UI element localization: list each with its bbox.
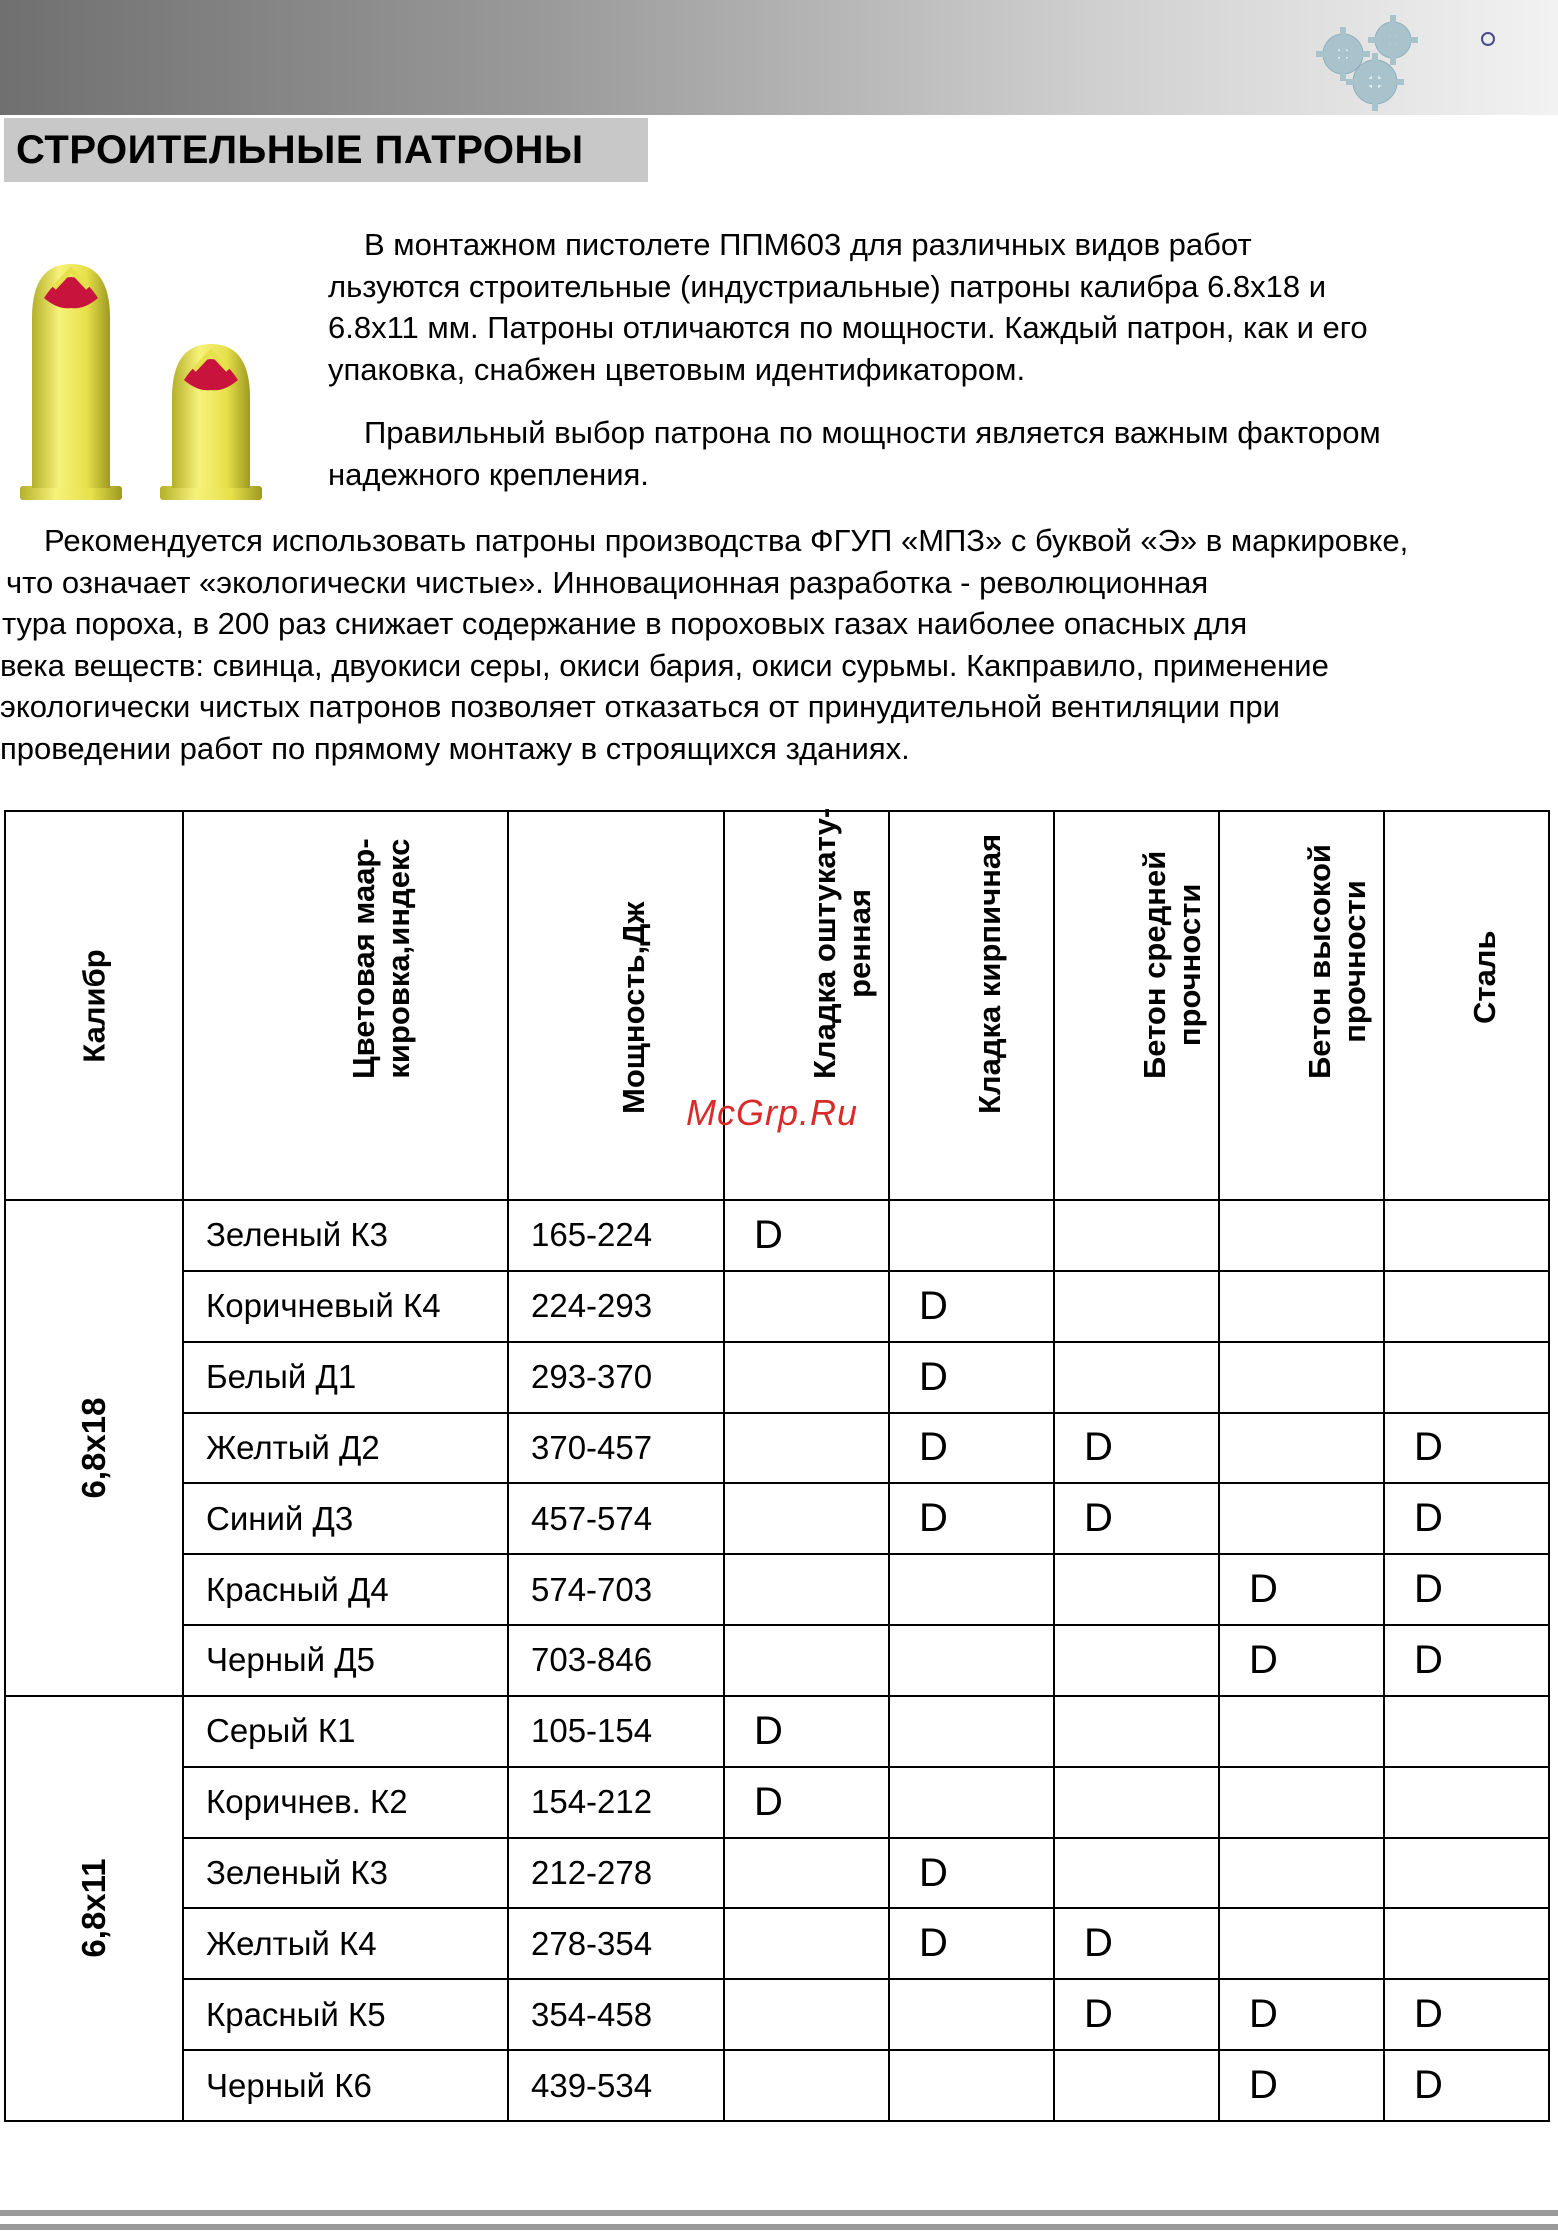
application-mark: D: [1414, 1992, 1443, 2037]
power-cell: 370-457: [508, 1413, 724, 1484]
application-mark-cell: [889, 2050, 1054, 2121]
application-mark-cell: [724, 1767, 889, 1838]
application-mark-cell: [1219, 1979, 1384, 2050]
header-steel: [1384, 811, 1549, 1200]
application-mark: D: [1249, 2063, 1278, 2108]
application-mark-cell: [1219, 1200, 1384, 1271]
application-mark: D: [919, 1496, 948, 1541]
gears-icon: [1305, 12, 1435, 112]
application-mark-cell: [1384, 1696, 1549, 1767]
intro-paragraph-1: [328, 224, 1368, 390]
footer-divider: [0, 2210, 1558, 2216]
application-mark-cell: [1384, 1767, 1549, 1838]
table-row: [5, 1838, 1549, 1909]
application-mark-cell: [889, 1342, 1054, 1413]
application-mark: D: [1414, 1496, 1443, 1541]
application-mark-cell: [889, 1200, 1054, 1271]
table-row: [5, 1767, 1549, 1838]
application-mark-cell: [724, 1979, 889, 2050]
application-mark: D: [1084, 1496, 1113, 1541]
header-caliber: [5, 811, 183, 1200]
cartridge-tall-icon: [20, 264, 122, 500]
table-body: [5, 1200, 1549, 2121]
power-cell: 154-212: [508, 1767, 724, 1838]
application-mark-cell: [1219, 1554, 1384, 1625]
application-mark: D: [754, 1212, 783, 1257]
power-cell: 165-224: [508, 1200, 724, 1271]
application-mark-cell: [889, 1413, 1054, 1484]
marking-cell: Желтый Д2: [183, 1413, 508, 1484]
table-row: [5, 1908, 1549, 1979]
application-mark-cell: [889, 1979, 1054, 2050]
header-line: прочности: [1336, 880, 1372, 1043]
application-mark-cell: [1054, 1696, 1219, 1767]
header-marking: [183, 811, 508, 1200]
application-mark-cell: [1054, 1200, 1219, 1271]
application-mark-cell: [1054, 1271, 1219, 1342]
footer-divider: [0, 2224, 1558, 2230]
section-title-box: [4, 118, 648, 182]
caliber-cell: [5, 1696, 183, 2121]
application-mark: D: [919, 1425, 948, 1470]
header-steel-label: Сталь: [1466, 930, 1502, 1024]
application-mark-cell: [1219, 2050, 1384, 2121]
intro-paragraph-3: [0, 520, 1408, 769]
application-mark-cell: [1384, 1979, 1549, 2050]
application-mark-cell: [724, 1342, 889, 1413]
table-row: [5, 1696, 1549, 1767]
power-cell: 574-703: [508, 1554, 724, 1625]
application-mark-cell: [1054, 1413, 1219, 1484]
application-mark: D: [1084, 1921, 1113, 1966]
table-row: [5, 1342, 1549, 1413]
marking-cell: Коричнев. К2: [183, 1767, 508, 1838]
application-mark: D: [919, 1354, 948, 1399]
marking-cell: Черный Д5: [183, 1625, 508, 1696]
marking-cell: Синий Д3: [183, 1483, 508, 1554]
application-mark-cell: [1219, 1908, 1384, 1979]
marking-cell: Коричневый К4: [183, 1271, 508, 1342]
application-mark-cell: [724, 2050, 889, 2121]
table-row: [5, 2050, 1549, 2121]
application-mark-cell: [724, 1554, 889, 1625]
application-mark: D: [1249, 1567, 1278, 1612]
header-power: [508, 811, 724, 1200]
application-mark-cell: [889, 1625, 1054, 1696]
application-mark-cell: [1384, 2050, 1549, 2121]
application-mark-cell: [724, 1908, 889, 1979]
application-mark-cell: [1054, 1625, 1219, 1696]
text-line: льзуются строительные (индустриальные) патроны калибра 6.8х18 и: [328, 268, 1327, 304]
application-mark-cell: [1054, 1554, 1219, 1625]
application-mark-cell: [1384, 1838, 1549, 1909]
table-row: [5, 1271, 1549, 1342]
header-masonry-brick: [889, 811, 1054, 1200]
caliber-cell: [5, 1200, 183, 1696]
table-header-row: [5, 811, 1549, 1200]
header-power-label: Мощность,Дж: [616, 901, 651, 1114]
power-cell: 293-370: [508, 1342, 724, 1413]
application-mark-cell: [724, 1271, 889, 1342]
table-row: [5, 1625, 1549, 1696]
application-mark-cell: [889, 1767, 1054, 1838]
page-title: СТРОИТЕЛЬНЫЕ ПАТРОНЫ: [16, 128, 584, 172]
table-row: [5, 1200, 1549, 1271]
text-line: тура пороха, в 200 раз снижает содержание в пороховых газах наиболее опасных для: [2, 606, 1248, 641]
application-mark: D: [919, 1850, 948, 1895]
application-mark-cell: [1054, 1908, 1219, 1979]
text-line: проведении работ по прямому монтажу в строящихся зданиях.: [0, 730, 910, 766]
header-marking-label: [346, 838, 416, 1079]
text-line: надежного крепления.: [328, 456, 649, 492]
application-mark-cell: [1384, 1554, 1549, 1625]
marking-cell: Желтый К4: [183, 1908, 508, 1979]
header-concrete-medium: [1054, 811, 1219, 1200]
header-caliber-label: Калибр: [76, 948, 112, 1063]
power-cell: 703-846: [508, 1625, 724, 1696]
application-mark-cell: [889, 1271, 1054, 1342]
intro-paragraph-2: [328, 412, 1381, 495]
header-masonry-brick-label: Кладка кирпичная: [971, 833, 1007, 1114]
cartridge-spec-table: [4, 807, 1550, 2122]
application-mark: D: [754, 1708, 783, 1753]
application-mark-cell: [1054, 1767, 1219, 1838]
header-concrete-high: [1219, 811, 1384, 1200]
text-line: Правильный выбор патрона по мощности является важным фактором: [364, 415, 1381, 450]
application-mark-cell: [724, 1413, 889, 1484]
application-mark-cell: [1054, 1838, 1219, 1909]
application-mark: D: [1084, 1992, 1113, 2037]
application-mark-cell: [1384, 1483, 1549, 1554]
header-line: ренная: [841, 888, 877, 998]
application-mark-cell: [1219, 1696, 1384, 1767]
text-line: В монтажном пистолете ППМ603 для различных видов работ: [364, 227, 1252, 262]
header-line: Бетон высокой: [1301, 844, 1337, 1079]
watermark: McGrp.Ru: [686, 1092, 859, 1133]
application-mark-cell: [1384, 1908, 1549, 1979]
text-line: 6.8х11 мм. Патроны отличаются по мощности. Каждый патрон, как и его: [328, 310, 1368, 345]
header-line: прочности: [1171, 883, 1207, 1047]
header-line: Кладка оштукату-: [806, 807, 842, 1079]
application-mark: D: [754, 1779, 783, 1824]
application-mark-cell: [1384, 1271, 1549, 1342]
text-line: экологически чистых патронов позволяет отказаться от принудительной вентиляции при: [0, 689, 1280, 724]
header-dot: [1481, 32, 1495, 46]
marking-cell: Красный К5: [183, 1979, 508, 2050]
table-row: [5, 1483, 1549, 1554]
application-mark: D: [1414, 1425, 1443, 1470]
power-cell: 457-574: [508, 1483, 724, 1554]
application-mark-cell: [889, 1908, 1054, 1979]
power-cell: 105-154: [508, 1696, 724, 1767]
header-concrete-high-label: [1302, 844, 1372, 1079]
application-mark-cell: [1219, 1483, 1384, 1554]
application-mark-cell: [1054, 2050, 1219, 2121]
application-mark: D: [919, 1283, 948, 1328]
marking-cell: Белый Д1: [183, 1342, 508, 1413]
caliber-label: 6,8х18: [75, 1397, 112, 1499]
application-mark-cell: [1384, 1200, 1549, 1271]
application-mark-cell: [1219, 1625, 1384, 1696]
marking-cell: Зеленый К3: [183, 1200, 508, 1271]
cartridge-short-icon: [160, 344, 262, 500]
application-mark-cell: [889, 1554, 1054, 1625]
caliber-label: 6,8х11: [75, 1858, 112, 1959]
text-line: века веществ: свинца, двуокиси серы, окиси бария, окиси сурьмы. Какправило, применение: [0, 647, 1329, 683]
application-mark-cell: [1054, 1979, 1219, 2050]
application-mark-cell: [724, 1625, 889, 1696]
application-mark-cell: [1054, 1342, 1219, 1413]
application-mark-cell: [889, 1838, 1054, 1909]
application-mark-cell: [1219, 1413, 1384, 1484]
header-line: Бетон средней: [1136, 850, 1172, 1079]
marking-cell: Красный Д4: [183, 1554, 508, 1625]
power-cell: 212-278: [508, 1838, 724, 1909]
application-mark: D: [1414, 2063, 1443, 2108]
application-mark-cell: [1219, 1767, 1384, 1838]
application-mark: D: [1249, 1637, 1278, 1682]
application-mark: D: [1414, 1567, 1443, 1612]
application-mark-cell: [1384, 1342, 1549, 1413]
application-mark-cell: [1384, 1625, 1549, 1696]
table-row: [5, 1413, 1549, 1484]
application-mark-cell: [724, 1200, 889, 1271]
application-mark: D: [1249, 1992, 1278, 2037]
application-mark-cell: [1384, 1413, 1549, 1484]
power-cell: 439-534: [508, 2050, 724, 2121]
application-mark: D: [1084, 1425, 1113, 1470]
application-mark-cell: [1219, 1271, 1384, 1342]
application-mark-cell: [724, 1696, 889, 1767]
marking-cell: Зеленый К3: [183, 1838, 508, 1909]
header-masonry-plaster-label: [807, 808, 877, 1079]
text-line: Рекомендуется использовать патроны производства ФГУП «МПЗ» с буквой «Э» в маркировке,: [44, 523, 1409, 558]
header-masonry-plaster: [724, 807, 889, 1200]
marking-cell: Черный К6: [183, 2050, 508, 2121]
text-line: что означает «экологически чистые». Инновационная разработка - революционная: [6, 564, 1209, 600]
power-cell: 354-458: [508, 1979, 724, 2050]
table-row: [5, 1979, 1549, 2050]
marking-cell: Серый К1: [183, 1696, 508, 1767]
application-mark: D: [919, 1921, 948, 1966]
application-mark-cell: [724, 1483, 889, 1554]
application-mark-cell: [1054, 1483, 1219, 1554]
header-line: кировка,индекс: [380, 838, 416, 1079]
table-row: [5, 1554, 1549, 1625]
application-mark-cell: [1219, 1342, 1384, 1413]
application-mark-cell: [889, 1483, 1054, 1554]
power-cell: 278-354: [508, 1908, 724, 1979]
application-mark-cell: [1219, 1838, 1384, 1909]
application-mark-cell: [724, 1838, 889, 1909]
power-cell: 224-293: [508, 1271, 724, 1342]
header-concrete-medium-label: [1137, 851, 1207, 1079]
application-mark: D: [1414, 1637, 1443, 1682]
cartridges-illustration: [14, 258, 274, 508]
text-line: упаковка, снабжен цветовым идентификатором.: [328, 351, 1026, 387]
header-line: Цветовая маар-: [345, 838, 381, 1079]
application-mark-cell: [889, 1696, 1054, 1767]
